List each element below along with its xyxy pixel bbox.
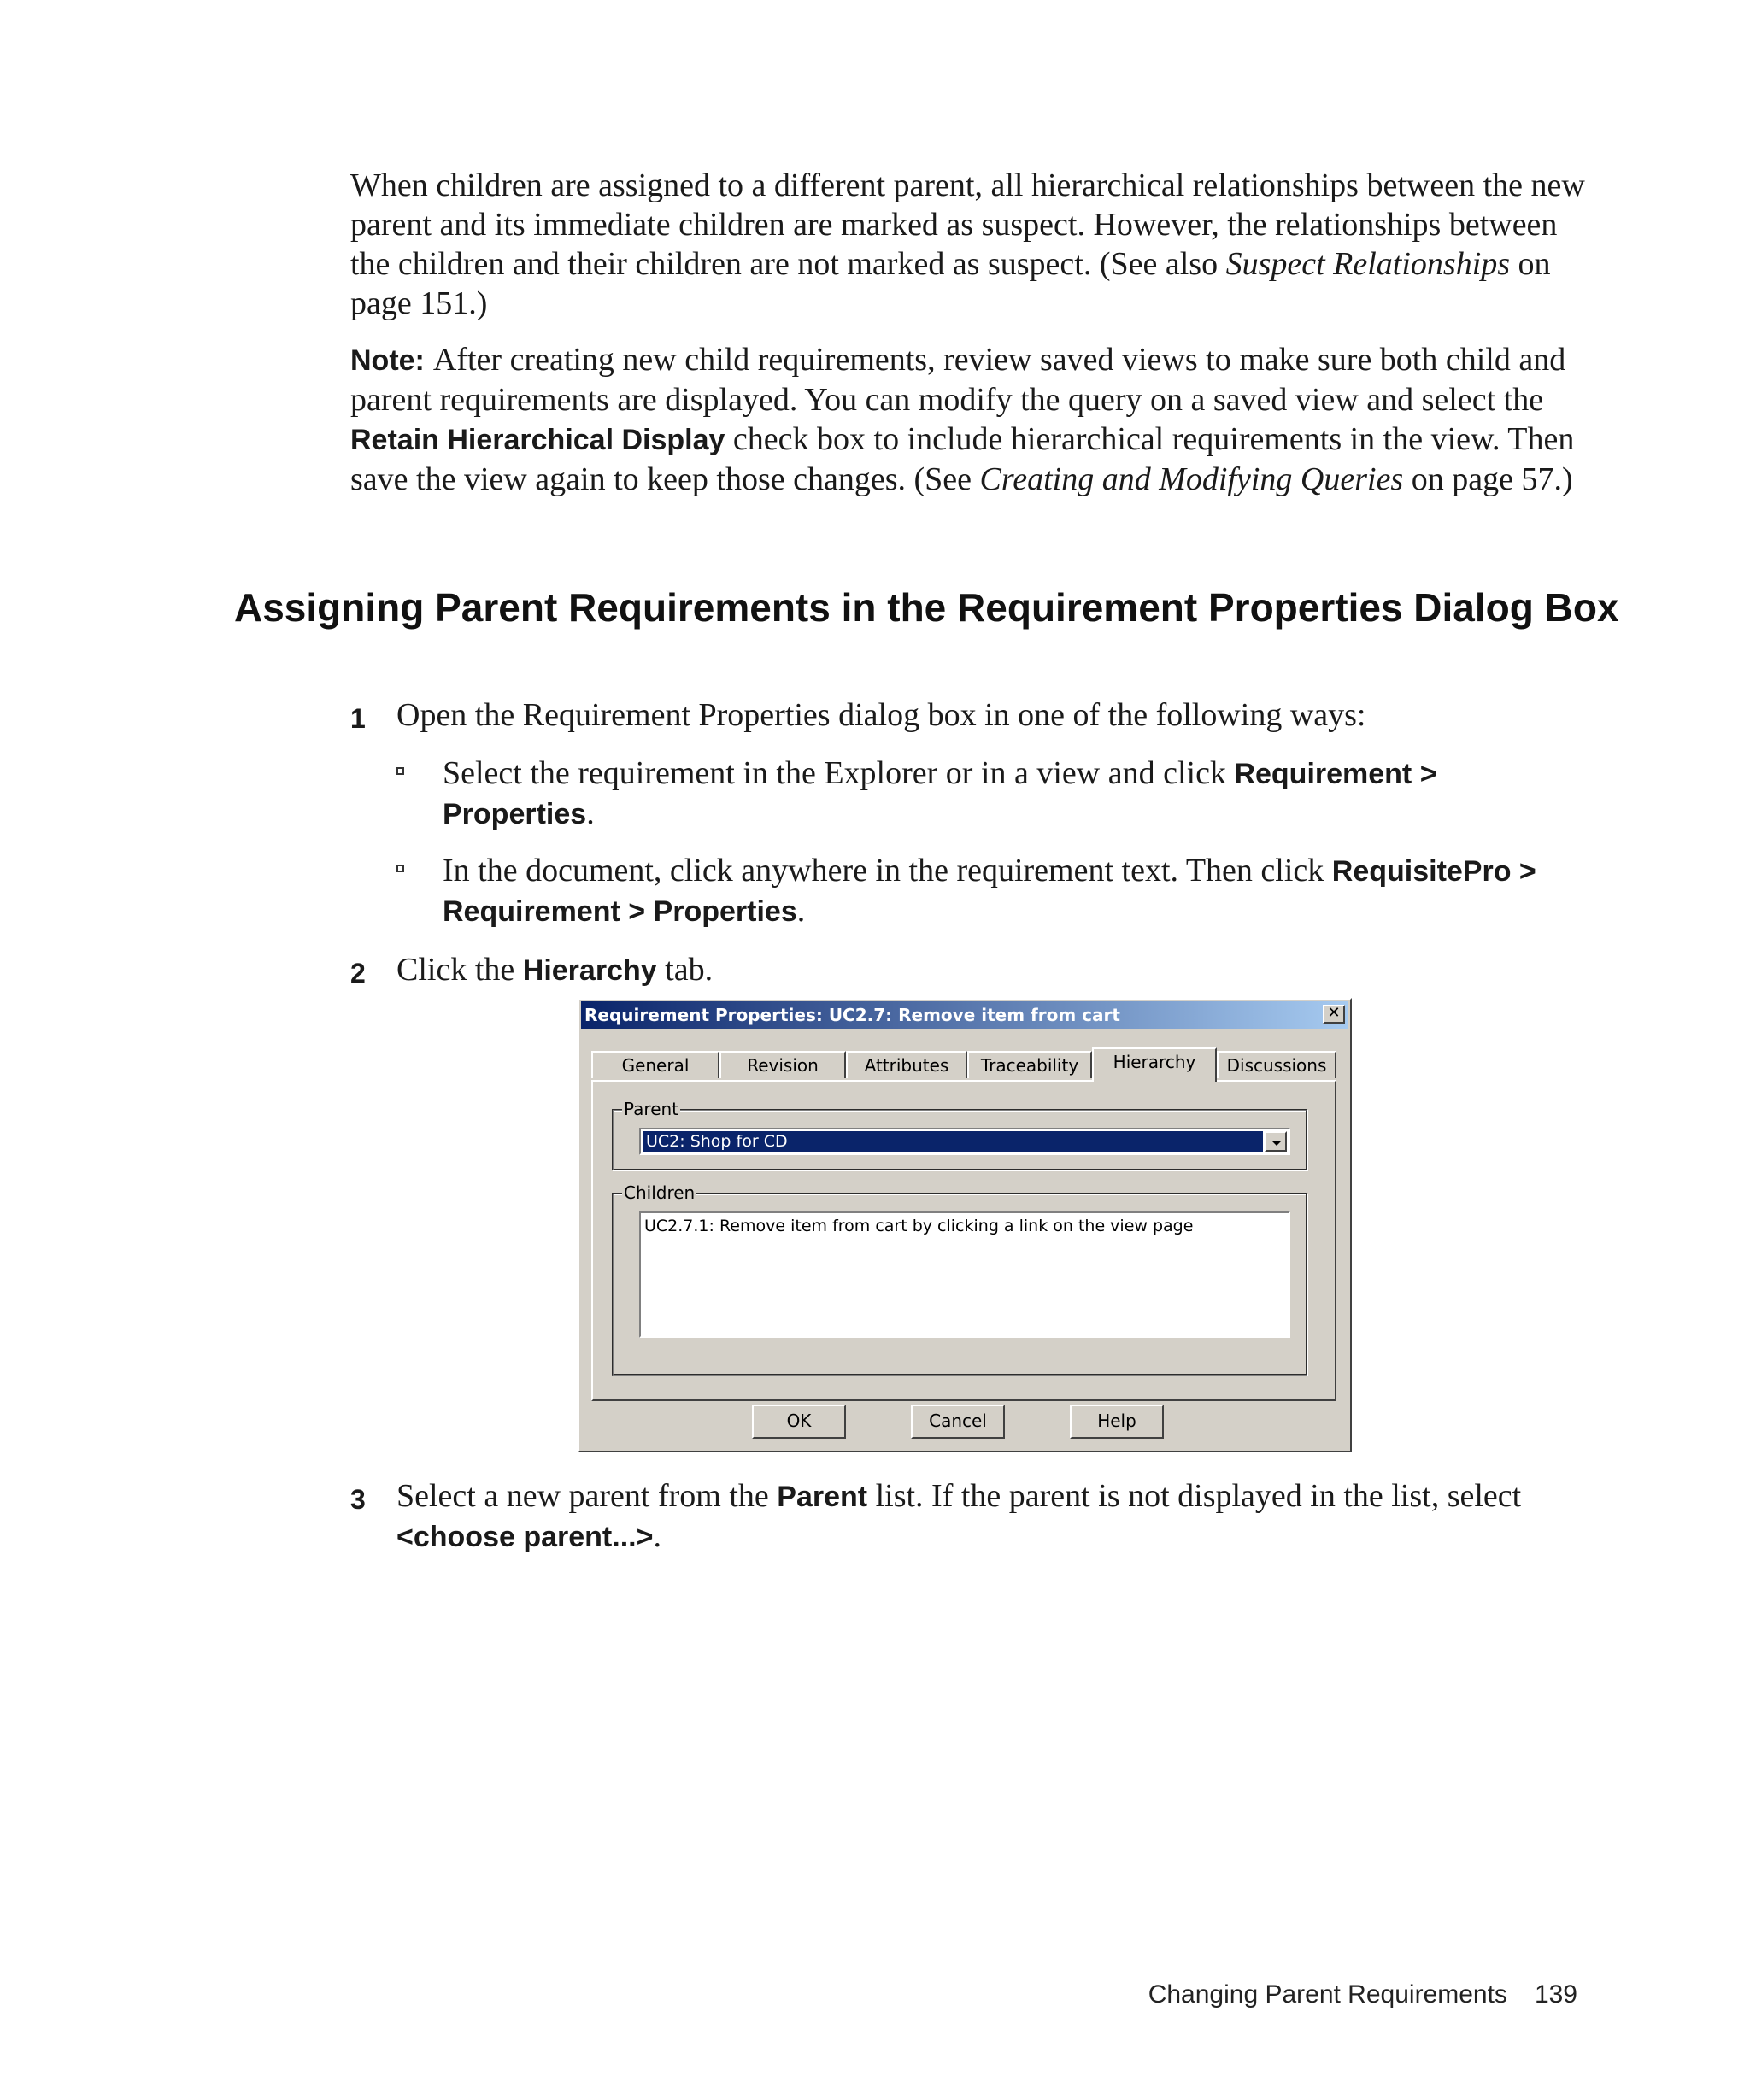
tab-hierarchy[interactable]: Hierarchy xyxy=(1092,1047,1217,1082)
step-number: 1 xyxy=(350,703,366,734)
step-text: Select a new parent from the xyxy=(396,1478,778,1514)
ok-button[interactable]: OK xyxy=(752,1405,846,1439)
intro-reference: Suspect Relationships xyxy=(1225,246,1511,282)
bullet-item xyxy=(396,851,1593,931)
requirement-properties-dialog xyxy=(578,998,1352,1452)
step-post: tab. xyxy=(656,952,714,988)
children-label: Children xyxy=(624,1182,696,1203)
dialog-titlebar[interactable] xyxy=(581,1001,1348,1029)
bullet-bold: RequisitePro > Requirement > Properties xyxy=(443,855,1536,928)
bullet-text: Select the requirement in the Explorer or in a view and click xyxy=(443,755,1235,791)
section-heading: Assigning Parent Requirements in the Requirement Properties Dialog Box xyxy=(234,585,1619,630)
bullet-post: . xyxy=(796,893,806,929)
step-1 xyxy=(350,695,1606,735)
step-text: Click the xyxy=(396,952,523,988)
tab-strip xyxy=(591,1047,1343,1080)
bullet-bold: Requirement > Properties xyxy=(443,758,1437,830)
step-3 xyxy=(350,1476,1606,1557)
step-2 xyxy=(350,950,1606,990)
step-post: . xyxy=(653,1518,661,1554)
children-group xyxy=(612,1182,1307,1376)
page-footer xyxy=(1094,1980,1577,2009)
step-bold-2: <choose parent...> xyxy=(396,1521,654,1553)
close-icon[interactable]: ✕ xyxy=(1323,1005,1345,1024)
parent-label: Parent xyxy=(624,1099,679,1119)
footer-title: Changing Parent Requirements xyxy=(1148,1980,1507,2009)
step-number: 3 xyxy=(350,1484,366,1515)
parent-group xyxy=(612,1099,1307,1170)
page-number: 139 xyxy=(1534,1980,1577,2009)
step-number: 2 xyxy=(350,958,366,988)
tab-general[interactable]: General xyxy=(591,1051,719,1078)
step-bold: Hierarchy xyxy=(522,954,657,987)
note-text: After creating new child requirements, review saved views to make sure both child and parent requirements are displayed. You can modify the query on a saved view and select the xyxy=(350,342,1566,418)
step-bold: Parent xyxy=(777,1481,868,1513)
list-item[interactable]: UC2.7.1: Remove item from cart by clicking a link on the view page xyxy=(644,1217,1194,1235)
tab-revision[interactable]: Revision xyxy=(719,1051,846,1078)
intro-paragraph xyxy=(350,166,1589,323)
note-label: Note: xyxy=(350,344,425,377)
help-button[interactable]: Help xyxy=(1070,1405,1164,1439)
note-bold: Retain Hierarchical Display xyxy=(350,424,725,456)
note-paragraph xyxy=(350,340,1589,499)
dialog-title: Requirement Properties: UC2.7: Remove item from cart xyxy=(584,1005,1120,1025)
intro-after: on page 151.) xyxy=(350,246,1551,321)
note-text-2: check box to include hierarchical requirements in the view. Then save the view again to keep those changes. (See xyxy=(350,421,1575,497)
tab-traceability[interactable]: Traceability xyxy=(967,1051,1092,1078)
parent-selected-value[interactable]: UC2: Shop for CD xyxy=(643,1131,1263,1152)
tab-attributes[interactable]: Attributes xyxy=(846,1051,967,1078)
step-text-mid: list. If the parent is not displayed in the list, select xyxy=(867,1478,1522,1514)
note-reference: Creating and Modifying Queries xyxy=(979,461,1404,497)
bullet-text: In the document, click anywhere in the requirement text. Then click xyxy=(443,853,1332,889)
bullet-item xyxy=(396,754,1593,834)
square-bullet-icon xyxy=(396,767,404,775)
step-text: Open the Requirement Properties dialog box in one of the following ways: xyxy=(396,697,1366,733)
tab-discussions[interactable]: Discussions xyxy=(1217,1051,1336,1078)
hierarchy-panel xyxy=(591,1080,1336,1401)
bullet-post: . xyxy=(586,795,595,831)
note-after: on page 57.) xyxy=(1403,461,1573,497)
children-list[interactable] xyxy=(639,1211,1290,1338)
chevron-down-icon[interactable] xyxy=(1265,1131,1287,1152)
cancel-button[interactable]: Cancel xyxy=(911,1405,1005,1439)
square-bullet-icon xyxy=(396,865,404,872)
parent-dropdown[interactable] xyxy=(639,1128,1290,1155)
intro-text: When children are assigned to a different parent, all hierarchical relationships between the new parent and its immediate children are marked as suspect. However, the relationships between the children and their children are not marked as suspect. (See also xyxy=(350,167,1585,282)
